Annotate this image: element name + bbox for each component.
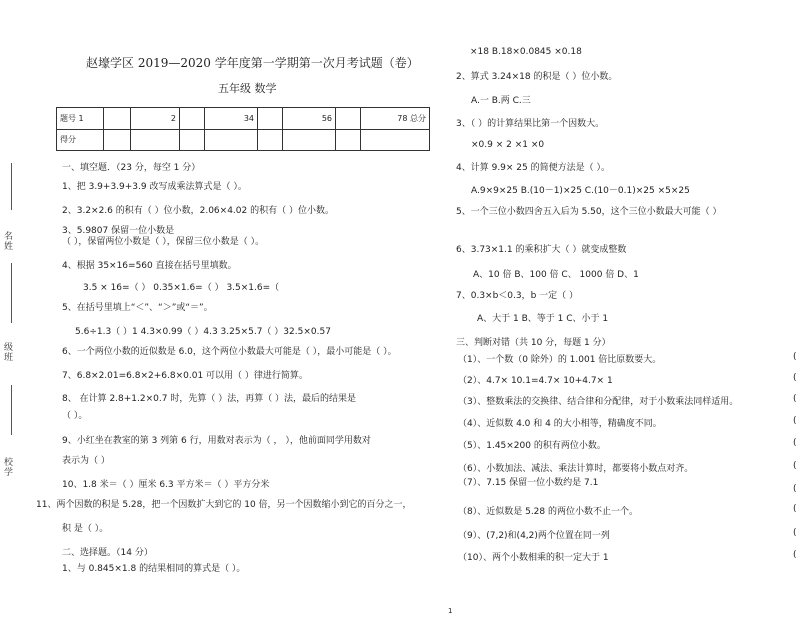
question-7: 7、6.8×2.01=6.8×2+6.8×0.01 可以用（ ）律进行简算。 (62, 371, 308, 381)
question-5: 5、在括号里填上“＜”、“＞”或“＝”。 (62, 303, 213, 313)
margin-line (11, 263, 12, 323)
table-cell: 题号 1 (57, 108, 104, 130)
judge-6: （6）、小数加法、减法、乘法计算时，都要将小数点对齐。 (458, 464, 694, 474)
school-label: 校 学 (4, 458, 14, 478)
choice-3-options: ×0.9 × 2 ×1 ×0 (471, 140, 545, 150)
choice-4-options: A.9×9×25 B.(10－1)×25 C.(10－0.1)×25 ×5×25 (471, 186, 690, 196)
question-2: 2、3.2×2.6 的积有（ ）位小数，2.06×4.02 的积有（ ）位小数。 (62, 206, 334, 216)
table-cell (131, 129, 180, 151)
choice-1: 1、与 0.845×1.8 的结果相同的算式是（ ）。 (62, 564, 246, 574)
table-cell (258, 108, 283, 130)
judge-2: （2）、4.7× 10.1=4.7× 10+4.7× 1 (458, 376, 613, 386)
choice-1-options: ×18 B.18×0.0845 ×0.18 (470, 47, 582, 57)
bracket-mark: ( (793, 438, 797, 448)
table-cell: 78 总分 (361, 108, 430, 130)
judge-9: （9）、(7,2)和(4,2)两个位置在同一列 (458, 531, 610, 541)
bracket-mark: ( (793, 461, 797, 471)
table-cell (336, 129, 361, 151)
choice-5: 5、一个三位小数四舍五入后为 5.50，这个三位小数最大可能（ ） (456, 207, 722, 217)
judge-5: （5）、1.45×200 的积有两位小数。 (458, 441, 606, 451)
bracket-mark: ( (793, 394, 797, 404)
choice-7: 7、0.3×b＜0.3，b 一定（ ） (456, 291, 579, 301)
table-cell (283, 129, 336, 151)
judge-8: （8）、近似数是 5.28 的两位小数不止一个。 (458, 507, 638, 517)
section-fill-blank: 一、填空题．（23 分，每空 1 分） (62, 163, 201, 173)
section-choice: 二、选择题。（14 分） (62, 548, 153, 558)
table-cell: 2 (131, 108, 180, 130)
table-cell (258, 129, 283, 151)
choice-7-options: A、大于 1 B、等于 1 C、小于 1 (477, 314, 609, 324)
choice-4: 4、计算 9.9× 25 的简便方法是（ ）。 (456, 163, 610, 173)
table-cell (205, 129, 258, 151)
bracket-mark: ( (793, 504, 797, 514)
name-label: 名 姓 (4, 232, 14, 252)
bracket-mark: ( (793, 416, 797, 426)
choice-6: 6、3.73×1.1 的乘积扩大（ ）就变成整数 (456, 245, 627, 255)
score-table (56, 107, 430, 151)
judge-10: （10）、两个小数相乘的积一定大于 1 (458, 553, 609, 563)
table-row (57, 129, 430, 151)
choice-3: 3、（ ）的计算结果比第一个因数大。 (456, 119, 605, 129)
table-cell (336, 108, 361, 130)
question-1: 1、把 3.9+3.9+3.9 改写成乘法算式是（ ）。 (62, 182, 247, 192)
question-4: 4、根据 35×16=560 直接在括号里填数。 (62, 261, 237, 271)
margin-line (11, 385, 12, 435)
question-10: 10、1.8 米＝（ ）厘米 6.3 平方米＝（ ）平方分米 (62, 480, 270, 490)
question-3-cont: （ ），保留两位小数是（ ），保留三位小数是（ ）。 (62, 237, 265, 247)
judge-3: （3）、整数乘法的交换律、结合律和分配律，对于小数乘法同样适用。 (458, 397, 739, 407)
exam-subtitle: 五年级 数学 (218, 82, 277, 95)
bracket-mark: ( (793, 528, 797, 538)
question-9-cont: 表示为（ ） (62, 456, 110, 466)
class-label: 级 班 (4, 343, 14, 363)
judge-1: （1）、一个数（0 除外）的 1.001 倍比原数要大。 (458, 355, 662, 365)
question-5-items: 5.6÷1.3（ ）1 4.3×0.99（ ）4.3 3.25×5.7（ ）32.5×0.57 (75, 327, 331, 337)
table-cell (180, 108, 205, 130)
question-8-cont: （ ）。 (62, 411, 88, 421)
exam-title: 赵壕学区 2019—2020 学年度第一学期第一次月考试题（卷） (86, 56, 419, 70)
question-8: 8、 在计算 2.8+1.2×0.7 时，先算（ ）法，再算（ ）法，最后的结果是 (62, 394, 357, 404)
table-cell: 34 (205, 108, 258, 130)
question-11-cont: 积 是（ ）。 (62, 524, 109, 534)
table-cell (180, 129, 205, 151)
bracket-mark: ( (793, 550, 797, 560)
bracket-mark: ( (793, 484, 797, 494)
section-true-false: 三、判断对错（共 10 分，每题 1 分） (456, 338, 611, 348)
table-cell (104, 129, 131, 151)
question-4-items: 3.5 × 16=（ ） 0.35×1.6=（ ） 3.5×1.6=（ (83, 283, 280, 293)
question-3: 3、5.9807 保留一位小数是 (62, 226, 175, 236)
question-9: 9、小红坐在教室的第 3 列第 6 行，用数对表示为（ ， ），他前面同学用数对 (62, 436, 371, 446)
bracket-mark: ( (793, 352, 797, 362)
choice-6-options: A、10 倍 B、100 倍 C、 1000 倍 D、1 (473, 270, 639, 280)
choice-2-options: A.一 B.两 C.三 (471, 96, 531, 106)
table-cell (104, 108, 131, 130)
choice-2: 2、算式 3.24×18 的积是（ ）位小数。 (456, 72, 618, 82)
table-cell: 56 (283, 108, 336, 130)
question-11: 11、两个因数的积是 5.28，把一个因数扩大到它的 10 倍，另一个因数缩小到它的百分之一， (36, 500, 412, 510)
question-6: 6、一个两位小数的近似数是 6.0，这个两位小数最大可能是（ ），最小可能是（ ）。 (62, 347, 397, 357)
judge-4: （4）、近似数 4.0 和 4 的大小相等，精确度不同。 (458, 419, 662, 429)
page-number: 1 (448, 607, 453, 615)
table-cell (361, 129, 430, 151)
bracket-mark: ( (793, 373, 797, 383)
margin-line (11, 163, 12, 210)
table-cell: 得分 (57, 129, 104, 151)
table-row (57, 108, 430, 130)
judge-7: （7）、7.15 保留一位小数约是 7.1 (458, 478, 599, 488)
